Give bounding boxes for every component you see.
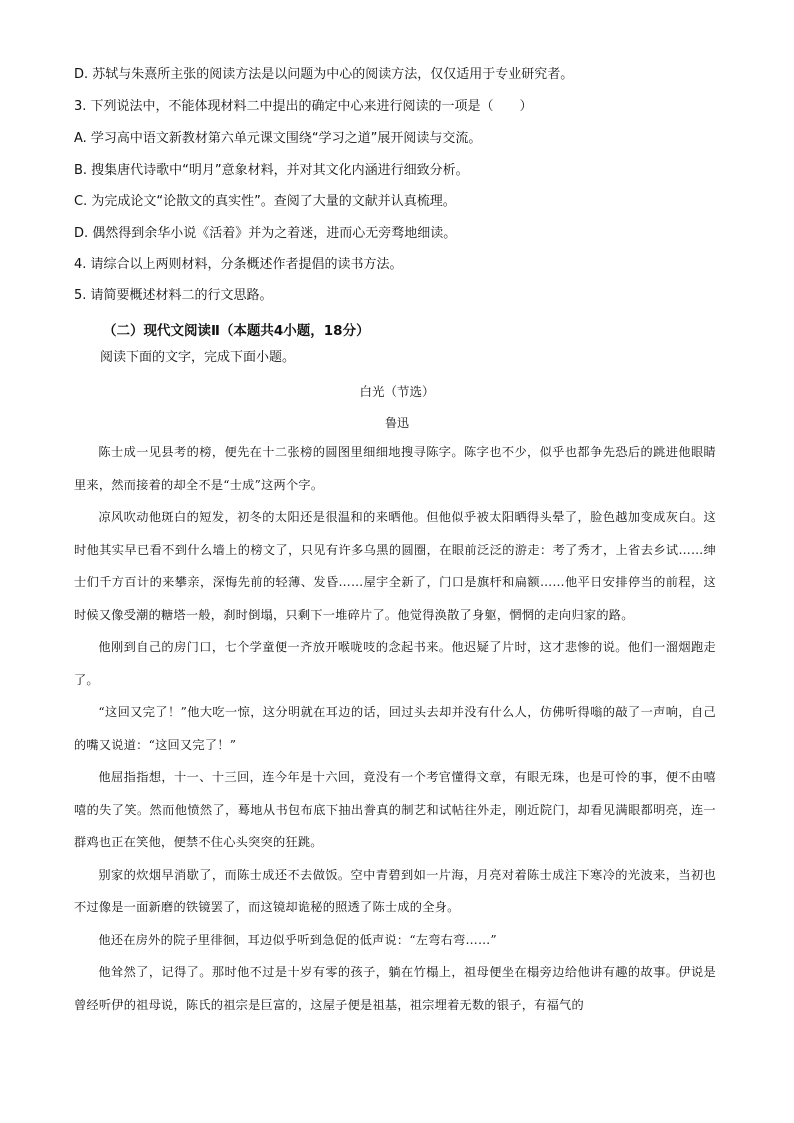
paragraph: 他还在房外的院子里徘徊，耳边似乎听到急促的低声说：“左弯右弯……” (98, 932, 497, 947)
option-d-prev: D. 苏轼与朱熹所主张的阅读方法是以问题为中心的阅读方法，仅仅适用于专业研究者。 (74, 67, 574, 82)
paragraph: 凉风吹动他斑白的短发，初冬的太阳还是很温和的来晒他。但他似乎被太阳晒得头晕了，脸色越加变成灰白。这时他其实早已看不到什么墙上的榜文了，只见有许多乌黑的圆圈，在眼前泛泛的游走：考了秀才，上省去乡试……绅士们千方百计的来攀亲，深悔先前的轻薄、发昏……屋宇全新了，门口是旗杆和扁额……他平日安排停当的前程，这时候又像受潮的糖塔一般，刹时倒塌，只剩下一堆碎片了。他觉得涣散了身躯，惘惘的走向归家的路。 (74, 510, 716, 622)
passage-body (74, 436, 716, 1021)
section-title: （二）现代文阅读Ⅱ（本题共4小题，18分） (103, 323, 370, 339)
paragraph: 别家的炊烟早消歇了，而陈士成还不去做饭。空中青碧到如一片海，月亮对着陈士成注下寒冷的光波来，当初也不过像是一面新磨的铁镜罢了，而这镜却诡秘的照透了陈士成的全身。 (74, 867, 716, 914)
paragraph: “这回又完了！”他大吃一惊，这分明就在耳边的话，回过头去却并没有什么人，仿佛听得嗡的敲了一声响，自己的嘴又说道：“这回又完了！” (74, 705, 716, 752)
paragraph: 陈士成一见县考的榜，便先在十二张榜的圆图里细细地搜寻陈字。陈字也不少，似乎也都争先恐后的跳进他眼睛里来，然而接着的却全不是“士成”这两个字。 (74, 445, 716, 492)
question-5: 5. 请简要概述材料二的行文思路。 (74, 288, 273, 303)
passage-author: 鲁迅 (384, 416, 409, 430)
question-3-option-d: D. 偶然得到余华小说《活着》并为之着迷，进而心无旁骛地细读。 (74, 226, 457, 241)
question-3-stem: 3. 下列说法中，不能体现材料二中提出的确定中心来进行阅读的一项是（ ） (74, 99, 533, 114)
question-3-option-a: A. 学习高中语文新教材第六单元课文围绕“学习之道”展开阅读与交流。 (74, 131, 482, 146)
question-3-option-c: C. 为完成论文“论散文的真实性”。查阅了大量的文献并认真梳理。 (74, 194, 456, 209)
question-3-option-b: B. 搜集唐代诗歌中“明月”意象材料，并对其文化内涵进行细致分析。 (74, 163, 469, 178)
paragraph: 他刚到自己的房门口，七个学童便一齐放开喉咙吱的念起书来。他迟疑了片时，这才悲惨的说。他们一溜烟跑走了。 (74, 640, 716, 687)
paragraph: 他屈指指想，十一、十三回，连今年是十六回，竟没有一个考官懂得文章，有眼无珠，也是可怜的事，便不由嘻嘻的失了笑。然而他愤然了，蓦地从书包布底下抽出誊真的制艺和试帖往外走，刚近院门，却看见满眼都明亮，连一群鸡也正在笑他，便禁不住心头突突的狂跳。 (74, 770, 716, 849)
paragraph: 他耸然了，记得了。那时他不过是十岁有零的孩子，躺在竹榻上，祖母便坐在榻旁边给他讲有趣的故事。伊说是曾经听伊的祖母说，陈氏的祖宗是巨富的，这屋子便是祖基，祖宗埋着无数的银子，有福气的 (74, 965, 716, 1012)
question-4: 4. 请综合以上两则材料，分条概述作者提倡的读书方法。 (74, 257, 403, 272)
section-instruction: 阅读下面的文字，完成下面小题。 (100, 350, 296, 365)
passage-title: 白光（节选） (359, 384, 435, 399)
